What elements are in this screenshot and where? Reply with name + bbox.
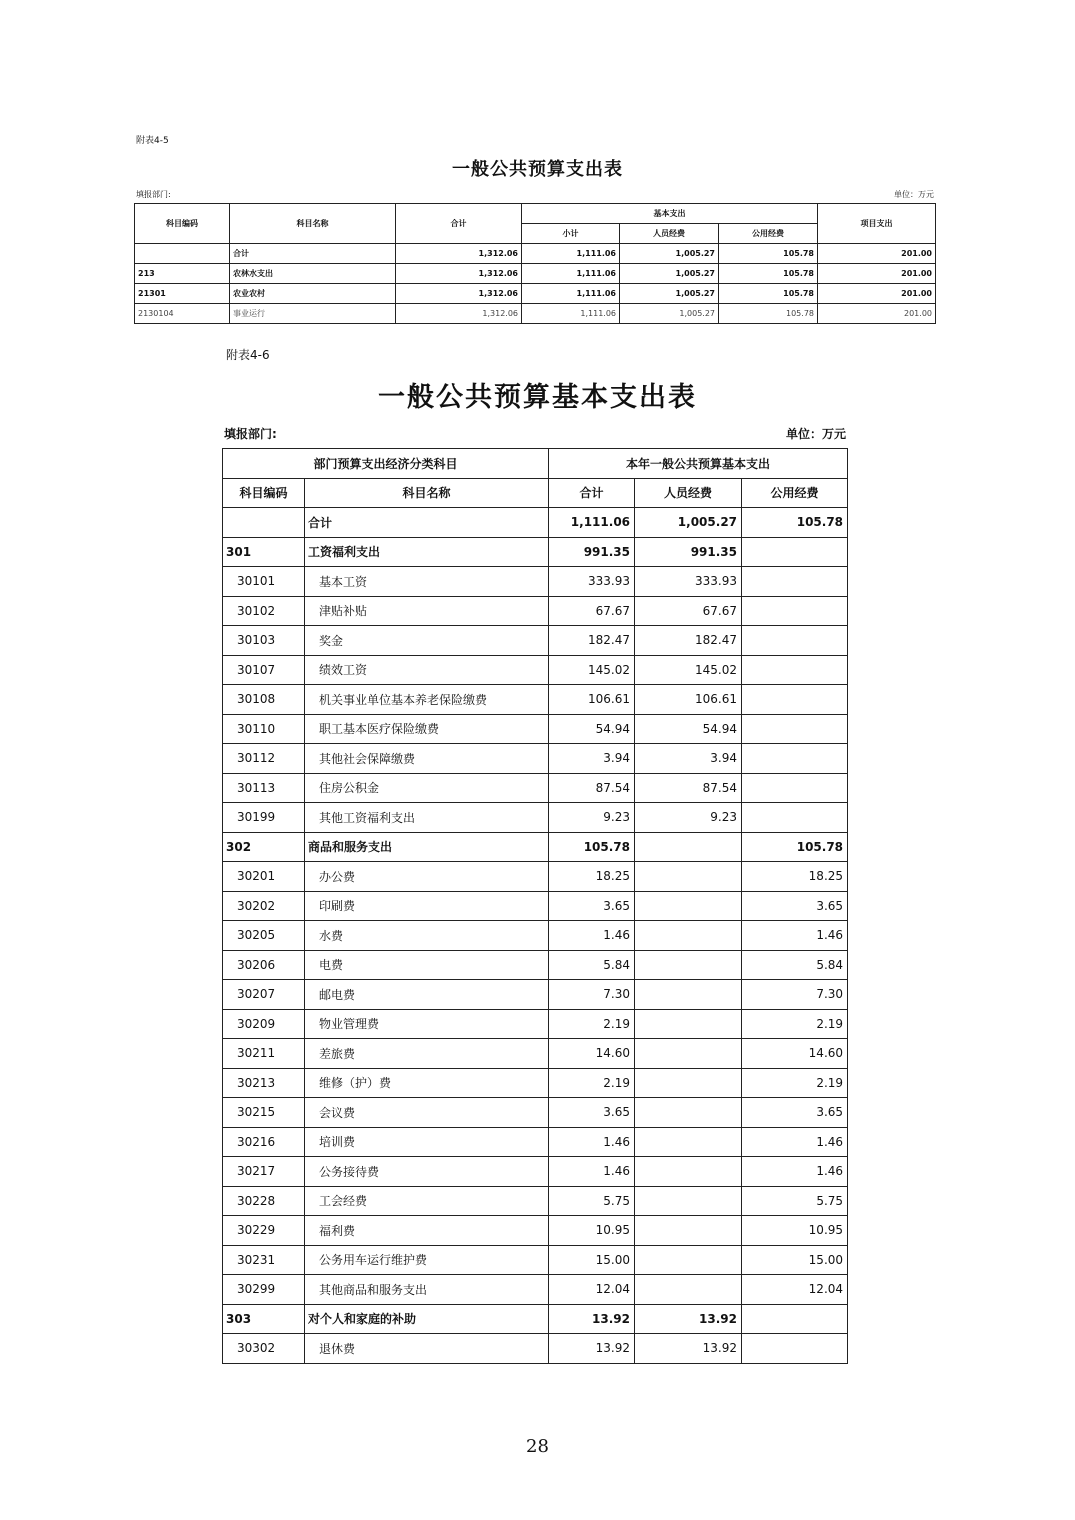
cell-public: 1.46 [742,921,848,951]
header-group-right: 本年一般公共预算基本支出 [549,449,848,479]
cell-public: 14.60 [742,1039,848,1069]
cell-name: 绩效工资 [305,655,549,685]
cell-subtotal: 1,111.06 [522,284,620,304]
cell-name: 机关事业单位基本养老保险缴费 [305,685,549,715]
cell-name: 奖金 [305,626,549,656]
cell-code: 30229 [223,1216,305,1246]
cell-total: 13.92 [549,1334,635,1364]
cell-name: 公务用车运行维护费 [305,1245,549,1275]
cell-public: 3.65 [742,1098,848,1128]
cell-name: 公务接待费 [305,1157,549,1187]
cell-name: 职工基本医疗保险缴费 [305,714,549,744]
cell-name: 农林水支出 [230,264,396,284]
table-row [223,744,848,774]
cell-public: 105.78 [719,284,818,304]
cell-public [742,537,848,567]
header-name: 科目名称 [305,478,549,508]
cell-total: 1,312.06 [396,244,522,264]
table-row [223,980,848,1010]
cell-personnel: 991.35 [635,537,742,567]
cell-code: 213 [135,264,230,284]
cell-personnel: 87.54 [635,773,742,803]
cell-total: 67.67 [549,596,635,626]
table-row [223,803,848,833]
cell-total: 9.23 [549,803,635,833]
cell-name: 工资福利支出 [305,537,549,567]
cell-code: 30108 [223,685,305,715]
cell-personnel: 1,005.27 [620,284,719,304]
cell-total: 3.94 [549,744,635,774]
cell-public [742,1304,848,1334]
cell-total: 105.78 [549,832,635,862]
table-row [223,862,848,892]
cell-total: 10.95 [549,1216,635,1246]
table-row [223,508,848,538]
cell-name: 其他社会保障缴费 [305,744,549,774]
header-group-left: 部门预算支出经济分类科目 [223,449,549,479]
cell-public: 1.46 [742,1157,848,1187]
cell-total: 5.84 [549,950,635,980]
cell-code: 21301 [135,284,230,304]
cell-total: 1,312.06 [396,304,522,324]
cell-code [223,508,305,538]
cell-public: 105.78 [742,508,848,538]
cell-personnel [635,1098,742,1128]
cell-code: 30102 [223,596,305,626]
cell-total: 1,111.06 [549,508,635,538]
cell-personnel: 106.61 [635,685,742,715]
header-total: 合计 [396,204,522,244]
cell-name: 物业管理费 [305,1009,549,1039]
header-basic: 基本支出 [522,204,818,224]
cell-personnel: 54.94 [635,714,742,744]
cell-code: 303 [223,1304,305,1334]
cell-code: 30302 [223,1334,305,1364]
cell-public: 5.84 [742,950,848,980]
table-row [135,284,936,304]
cell-code: 30113 [223,773,305,803]
general-budget-basic-expenditure-table [222,448,848,1364]
filler-label-4-5: 填报部门: [136,190,171,199]
cell-public [742,773,848,803]
cell-public [742,1334,848,1364]
cell-subtotal: 1,111.06 [522,244,620,264]
cell-public: 105.78 [719,264,818,284]
cell-total: 15.00 [549,1245,635,1275]
cell-total: 54.94 [549,714,635,744]
table-row [223,1304,848,1334]
cell-total: 13.92 [549,1304,635,1334]
cell-personnel: 9.23 [635,803,742,833]
cell-code: 30228 [223,1186,305,1216]
cell-public [742,803,848,833]
cell-personnel [635,1186,742,1216]
cell-code: 30103 [223,626,305,656]
cell-public [742,596,848,626]
cell-total: 2.19 [549,1009,635,1039]
cell-personnel [635,1039,742,1069]
cell-personnel: 3.94 [635,744,742,774]
table-row [223,1216,848,1246]
cell-code: 30110 [223,714,305,744]
cell-name: 维修（护）费 [305,1068,549,1098]
cell-code: 301 [223,537,305,567]
cell-code: 2130104 [135,304,230,324]
cell-name: 邮电费 [305,980,549,1010]
table-title-4-6: 一般公共预算基本支出表 [378,382,697,413]
cell-code: 30211 [223,1039,305,1069]
table-row [135,304,936,324]
header-code: 科目编码 [135,204,230,244]
cell-public: 105.78 [719,304,818,324]
cell-code: 30112 [223,744,305,774]
cell-name: 培训费 [305,1127,549,1157]
cell-public [742,567,848,597]
table-row [223,1127,848,1157]
filler-label-4-6: 填报部门: [224,427,277,441]
cell-total: 1,312.06 [396,264,522,284]
cell-code: 30217 [223,1157,305,1187]
table-row [223,1009,848,1039]
header-code: 科目编码 [223,478,305,508]
cell-public: 1.46 [742,1127,848,1157]
cell-public: 5.75 [742,1186,848,1216]
header-personnel: 人员经费 [620,224,719,244]
cell-total: 12.04 [549,1275,635,1305]
table-row [223,1068,848,1098]
table-row [223,685,848,715]
cell-name: 津贴补贴 [305,596,549,626]
cell-total: 106.61 [549,685,635,715]
cell-total: 14.60 [549,1039,635,1069]
cell-name: 印刷费 [305,891,549,921]
table-row [223,655,848,685]
cell-personnel [635,980,742,1010]
cell-total: 145.02 [549,655,635,685]
cell-total: 991.35 [549,537,635,567]
table-row [223,1334,848,1364]
cell-subtotal: 1,111.06 [522,304,620,324]
cell-name: 工会经费 [305,1186,549,1216]
cell-name: 基本工资 [305,567,549,597]
cell-code: 302 [223,832,305,862]
cell-code: 30207 [223,980,305,1010]
cell-name: 其他工资福利支出 [305,803,549,833]
cell-code [135,244,230,264]
cell-name: 水费 [305,921,549,951]
cell-code: 30213 [223,1068,305,1098]
cell-personnel: 1,005.27 [620,264,719,284]
cell-total: 87.54 [549,773,635,803]
cell-code: 30206 [223,950,305,980]
table-row [223,1157,848,1187]
cell-total: 333.93 [549,567,635,597]
cell-personnel: 13.92 [635,1334,742,1364]
cell-personnel: 1,005.27 [620,304,719,324]
header-public: 公用经费 [742,478,848,508]
table-row [223,1245,848,1275]
unit-label-4-6: 单位：万元 [785,427,846,441]
cell-personnel [635,1157,742,1187]
cell-total: 3.65 [549,1098,635,1128]
cell-public: 7.30 [742,980,848,1010]
cell-subtotal: 1,111.06 [522,264,620,284]
cell-personnel [635,1009,742,1039]
table-row [223,950,848,980]
cell-total: 1.46 [549,1157,635,1187]
cell-personnel: 333.93 [635,567,742,597]
table-row [223,537,848,567]
cell-personnel [635,921,742,951]
cell-name: 住房公积金 [305,773,549,803]
cell-name: 农业农村 [230,284,396,304]
cell-public: 105.78 [719,244,818,264]
cell-project: 201.00 [818,284,936,304]
cell-personnel [635,1245,742,1275]
cell-code: 30205 [223,921,305,951]
cell-total: 2.19 [549,1068,635,1098]
cell-code: 30201 [223,862,305,892]
cell-personnel: 1,005.27 [635,508,742,538]
cell-public: 2.19 [742,1068,848,1098]
table-row [223,626,848,656]
cell-public [742,626,848,656]
cell-name: 合计 [305,508,549,538]
cell-name: 合计 [230,244,396,264]
cell-personnel: 67.67 [635,596,742,626]
cell-personnel [635,1216,742,1246]
cell-personnel: 145.02 [635,655,742,685]
cell-name: 对个人和家庭的补助 [305,1304,549,1334]
general-budget-expenditure-table [134,203,936,324]
cell-total: 5.75 [549,1186,635,1216]
cell-public [742,714,848,744]
table-row [223,921,848,951]
cell-name: 差旅费 [305,1039,549,1069]
cell-code: 30231 [223,1245,305,1275]
annex-label-4-6: 附表4-6 [226,348,270,362]
cell-personnel [635,832,742,862]
cell-total: 1.46 [549,921,635,951]
cell-project: 201.00 [818,244,936,264]
header-public: 公用经费 [719,224,818,244]
cell-total: 1.46 [549,1127,635,1157]
cell-code: 30215 [223,1098,305,1128]
table-row [223,773,848,803]
cell-name: 其他商品和服务支出 [305,1275,549,1305]
header-personnel: 人员经费 [635,478,742,508]
cell-public [742,655,848,685]
table-row [223,1186,848,1216]
cell-code: 30209 [223,1009,305,1039]
table-row [135,244,936,264]
cell-personnel [635,950,742,980]
table-row [223,891,848,921]
cell-public: 12.04 [742,1275,848,1305]
header-project: 项目支出 [818,204,936,244]
cell-public: 105.78 [742,832,848,862]
cell-name: 退休费 [305,1334,549,1364]
cell-public: 10.95 [742,1216,848,1246]
cell-personnel [635,1127,742,1157]
cell-total: 7.30 [549,980,635,1010]
cell-public [742,685,848,715]
table-row [223,714,848,744]
cell-project: 201.00 [818,264,936,284]
cell-code: 30216 [223,1127,305,1157]
cell-public [742,744,848,774]
cell-personnel [635,1068,742,1098]
cell-code: 30199 [223,803,305,833]
table-row [223,1275,848,1305]
cell-total: 3.65 [549,891,635,921]
cell-name: 福利费 [305,1216,549,1246]
table-title-4-5: 一般公共预算支出表 [452,159,623,180]
cell-public: 15.00 [742,1245,848,1275]
cell-public: 18.25 [742,862,848,892]
cell-name: 事业运行 [230,304,396,324]
header-name: 科目名称 [230,204,396,244]
cell-name: 办公费 [305,862,549,892]
cell-personnel: 13.92 [635,1304,742,1334]
table-row [135,264,936,284]
cell-personnel: 182.47 [635,626,742,656]
cell-personnel [635,891,742,921]
cell-code: 30202 [223,891,305,921]
annex-label-4-5: 附表4-5 [136,136,169,146]
header-total: 合计 [549,478,635,508]
table-row [223,1098,848,1128]
cell-code: 30101 [223,567,305,597]
cell-personnel [635,862,742,892]
table-row [223,832,848,862]
cell-total: 18.25 [549,862,635,892]
cell-code: 30107 [223,655,305,685]
cell-personnel: 1,005.27 [620,244,719,264]
table-row [223,1039,848,1069]
cell-personnel [635,1275,742,1305]
table-row [223,567,848,597]
cell-name: 商品和服务支出 [305,832,549,862]
cell-code: 30299 [223,1275,305,1305]
cell-public: 2.19 [742,1009,848,1039]
cell-total: 1,312.06 [396,284,522,304]
header-subtotal: 小计 [522,224,620,244]
cell-total: 182.47 [549,626,635,656]
unit-label-4-5: 单位：万元 [894,190,934,199]
cell-name: 电费 [305,950,549,980]
cell-project: 201.00 [818,304,936,324]
cell-name: 会议费 [305,1098,549,1128]
table-row [223,596,848,626]
cell-public: 3.65 [742,891,848,921]
page-number: 28 [526,1436,549,1457]
